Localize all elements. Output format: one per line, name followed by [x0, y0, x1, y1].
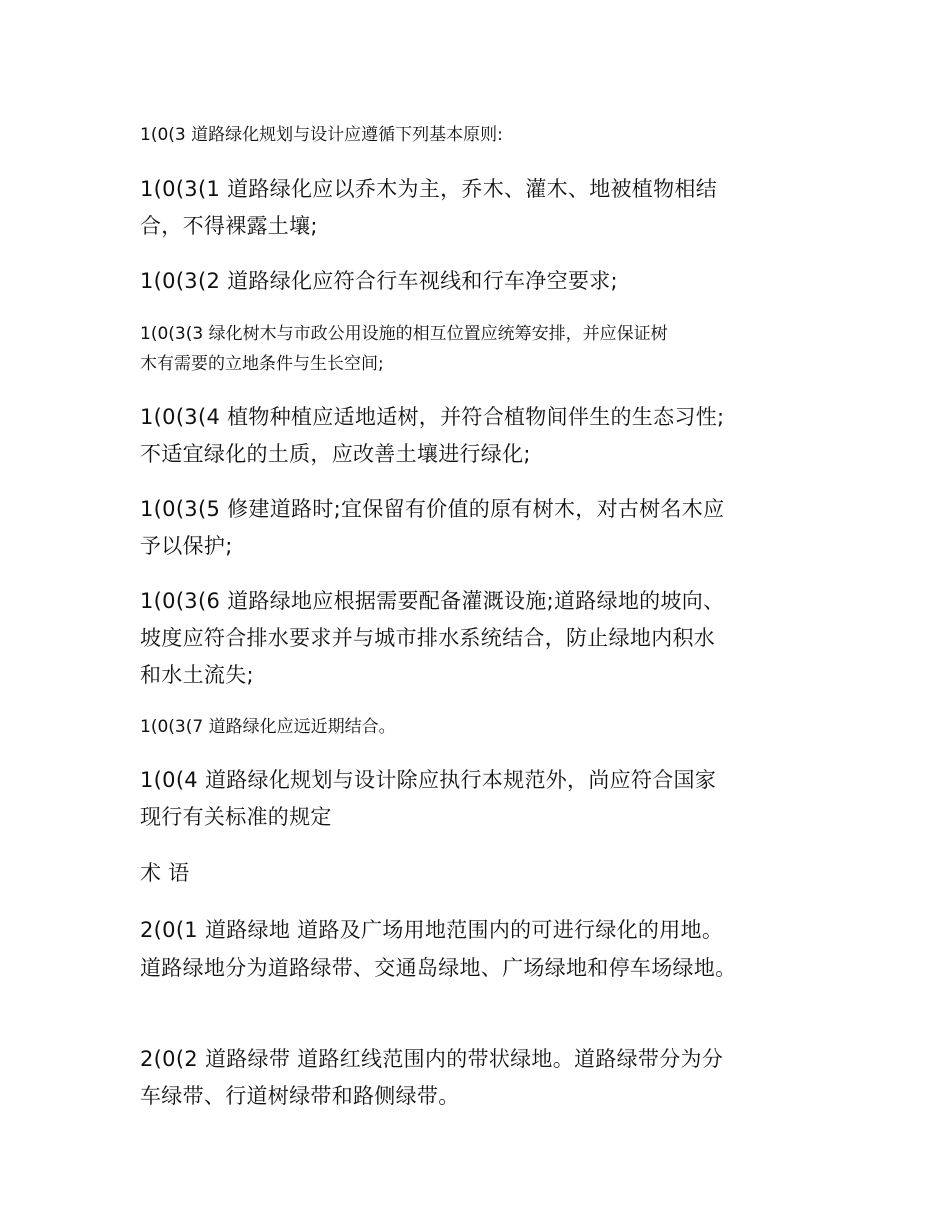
clause-1-0-3-5-line-2: 予以保护;: [140, 534, 233, 558]
clause-1-0-3-3-line-2: 木有需要的立地条件与生长空间;: [140, 354, 384, 374]
clause-1-0-4-line-1: 1(0(4 道路绿化规划与设计除应执行本规范外，尚应符合国家: [140, 768, 717, 792]
clause-1-0-3-2: 1(0(3(2 道路绿化应符合行车视线和行车净空要求;: [140, 269, 618, 293]
clause-2-0-1-line-2: 道路绿地分为道路绿带、交通岛绿地、广场绿地和停车场绿地。: [140, 956, 737, 980]
clause-1-0-3-1-line-1: 1(0(3(1 道路绿化应以乔木为主，乔木、灌木、地被植物相结: [140, 177, 717, 201]
section-heading-terms: 术 语: [140, 861, 190, 885]
clause-1-0-4-line-2: 现行有关标准的规定: [140, 805, 332, 829]
clause-1-0-3-4-line-1: 1(0(3(4 植物种植应适地适树，并符合植物间伴生的生态习性;: [140, 405, 725, 429]
clause-1-0-3-4-line-2: 不适宜绿化的土质，应改善土壤进行绿化;: [140, 442, 531, 466]
clause-1-0-3-6-line-2: 坡度应符合排水要求并与城市排水系统结合，防止绿地内积水: [140, 626, 716, 650]
clause-2-0-1-line-1: 2(0(1 道路绿地 道路及广场用地范围内的可进行绿化的用地。: [140, 918, 724, 942]
clause-1-0-3-6-line-3: 和水土流失;: [140, 663, 254, 687]
clause-1-0-3: 1(0(3 道路绿化规划与设计应遵循下列基本原则:: [140, 125, 503, 145]
clause-1-0-3-7: 1(0(3(7 道路绿化应远近期结合。: [140, 717, 396, 737]
clause-2-0-2-line-2: 车绿带、行道树绿带和路侧绿带。: [140, 1084, 460, 1108]
clause-2-0-2-line-1: 2(0(2 道路绿带 道路红线范围内的带状绿地。道路绿带分为分: [140, 1047, 724, 1071]
clause-1-0-3-3-line-1: 1(0(3(3 绿化树木与市政公用设施的相互位置应统筹安排，并应保证树: [140, 324, 668, 344]
clause-1-0-3-6-line-1: 1(0(3(6 道路绿地应根据需要配备灌溉设施;道路绿地的坡向、: [140, 589, 725, 613]
clause-1-0-3-5-line-1: 1(0(3(5 修建道路时;宜保留有价值的原有树木，对古树名木应: [140, 497, 725, 521]
clause-1-0-3-1-line-2: 合，不得裸露土壤;: [140, 214, 318, 238]
